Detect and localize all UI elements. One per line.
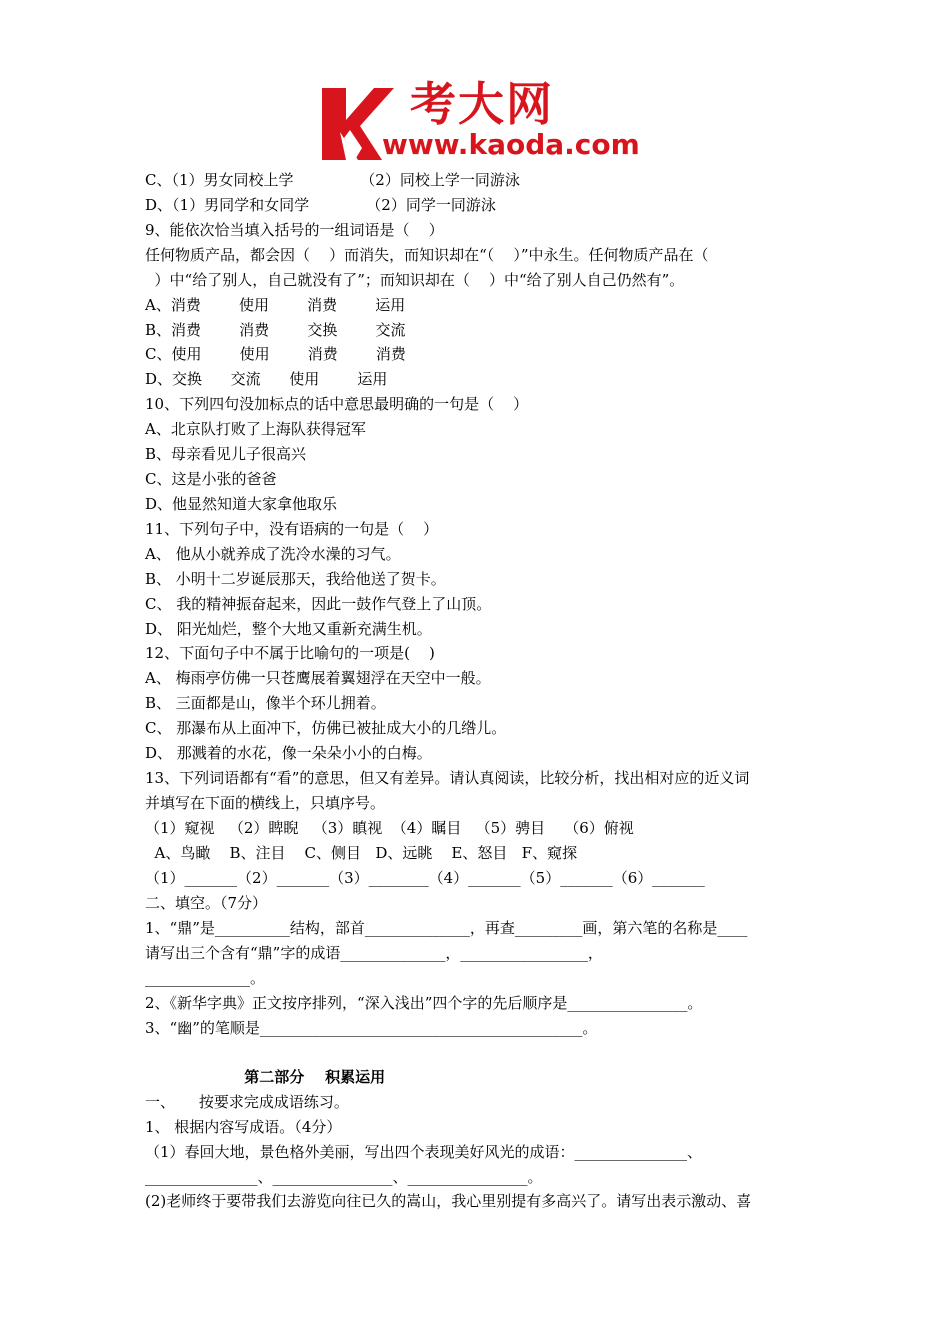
text-line: 10、下列四句没加标点的话中意思最明确的一句是（ ） — [145, 395, 529, 413]
text-line: C、（1）男女同校上学 （2）同校上学一同游泳 — [145, 171, 520, 189]
logo-url-text: www.kaoda.com — [382, 128, 640, 161]
text-line: 请写出三个含有“鼎”字的成语______________，_________________， — [145, 944, 603, 962]
text-line: D、他显然知道大家拿他取乐 — [145, 495, 338, 513]
logo-chinese-text: 考大网 — [410, 77, 554, 131]
text-line: 二、填空。（7分） — [145, 894, 268, 912]
text-line: A、鸟瞰 B、注目 C、侧目 D、远眺 E、怒目 F、窥探 — [145, 844, 578, 862]
text-line: 1、“鼎”是__________结构，部首______________，再查_________画，第六笔的名称是____ — [145, 919, 748, 937]
text-line: _______________、________________、________________。 — [145, 1168, 543, 1186]
text-line: 2、《新华字典》正文按序排列，“深入浅出”四个字的先后顺序是________________。 — [145, 994, 703, 1012]
text-line: （1）_______（2）_______（3）________（4）_______（5）_______（6）_______ — [145, 869, 705, 887]
text-line: 9、能依次恰当填入括号的一组词语是（ ） — [145, 221, 444, 239]
text-line: （1）窥视 （2）睥睨 （3）瞋视 （4）瞩目 （5）骋目 （6）俯视 — [145, 819, 634, 837]
text-line: C、使用 使用 消费 消费 — [145, 345, 406, 363]
section-heading: 第二部分 积累运用 — [145, 1068, 386, 1086]
text-line: D、 那溅着的水花，像一朵朵小小的白梅。 — [145, 744, 432, 762]
text-line: B、 三面都是山，像半个环儿拥着。 — [145, 694, 386, 712]
text-line: (2)老师终于要带我们去游览向往已久的嵩山，我心里别提有多高兴了。请写出表示激动、喜 — [145, 1192, 752, 1210]
text-line: B、母亲看见儿子很高兴 — [145, 445, 307, 463]
text-line: 任何物质产品，都会因（ ）而消失，而知识却在“（ ）”中永生。任何物质产品在（ — [145, 246, 709, 264]
text-line: B、 小明十二岁诞辰那天，我给他送了贺卡。 — [145, 570, 446, 588]
text-line: D、 阳光灿烂，整个大地又重新充满生机。 — [145, 620, 432, 638]
text-line: 并填写在下面的横线上，只填序号。 — [145, 794, 386, 812]
text-line: A、北京队打败了上海队获得冠军 — [145, 420, 366, 438]
text-line: （1）春回大地，景色格外美丽，写出四个表现美好风光的成语：_______________、 — [145, 1143, 703, 1161]
text-line: ）中“给了别人，自己就没有了”；而知识却在（ ）中“给了别人自己仍然有”。 — [145, 271, 685, 289]
text-line: 3、“幽”的笔顺是___________________________________________。 — [145, 1019, 598, 1037]
text-line: 12、下面句子中不属于比喻句的一项是( ) — [145, 644, 435, 662]
text-line: C、 我的精神振奋起来，因此一鼓作气登上了山顶。 — [145, 595, 492, 613]
text-line: B、消费 消费 交换 交流 — [145, 321, 406, 339]
text-line: 一、 按要求完成成语练习。 — [145, 1093, 349, 1111]
kaoda-logo — [316, 77, 640, 162]
text-line: C、这是小张的爸爸 — [145, 470, 277, 488]
text-line: 1、 根据内容写成语。（4分） — [145, 1118, 342, 1136]
text-line: 13、下列词语都有“看”的意思，但又有差异。请认真阅读，比较分析，找出相对应的近义词 — [145, 769, 750, 787]
text-line: 11、下列句子中，没有语病的一句是（ ） — [145, 520, 439, 538]
text-line: A、 梅雨亭仿佛一只苍鹰展着翼翅浮在天空中一般。 — [145, 669, 491, 687]
text-line: A、消费 使用 消费 运用 — [145, 296, 406, 314]
text-line: C、 那瀑布从上面冲下，仿佛已被扯成大小的几绺儿。 — [145, 719, 507, 737]
text-line: D、交换 交流 使用 运用 — [145, 370, 388, 388]
text-line: ______________。 — [145, 969, 266, 987]
text-line: D、（1）男同学和女同学 （2）同学一同游泳 — [145, 196, 496, 214]
text-line: A、 他从小就养成了洗冷水澡的习气。 — [145, 545, 401, 563]
